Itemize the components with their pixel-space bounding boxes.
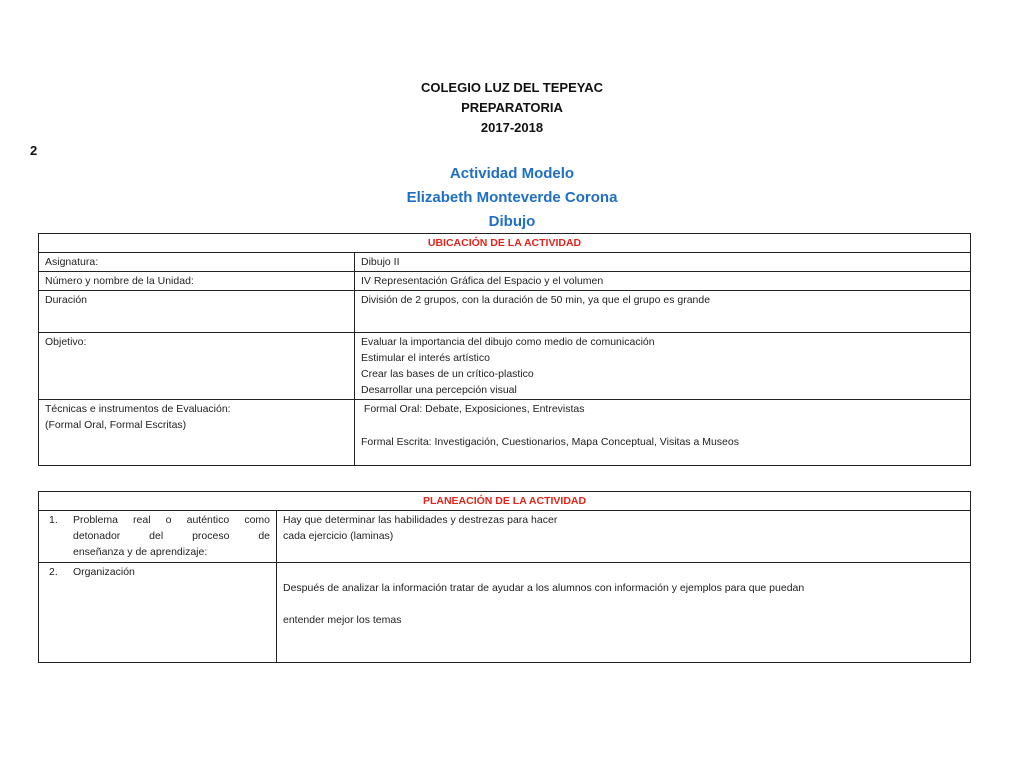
table-row xyxy=(39,563,971,663)
row-label: Objetivo: xyxy=(39,333,355,400)
table-row xyxy=(39,400,971,466)
table-title-row xyxy=(39,492,971,511)
objective-line: Desarrollar una percepción visual xyxy=(361,384,517,396)
row-value: IV Representación Gráfica del Espacio y el volumen xyxy=(355,272,971,291)
row-label-line: Técnicas e instrumentos de Evaluación: xyxy=(45,403,231,415)
table-row xyxy=(39,272,971,291)
activity-author: Elizabeth Monteverde Corona xyxy=(406,189,618,206)
row-label xyxy=(39,563,277,663)
row-value-line: entender mejor los temas xyxy=(283,614,402,626)
ubicacion-table xyxy=(38,233,971,466)
row-value: División de 2 grupos, con la duración de 50 min, ya que el grupo es grande xyxy=(355,291,971,333)
row-label-line: Problema real o auténtico como xyxy=(73,514,270,526)
row-number: 2. xyxy=(49,566,58,578)
numbered-label xyxy=(45,512,270,560)
ubicacion-title: UBICACIÓN DE LA ACTIVIDAD xyxy=(39,234,971,253)
row-label: Duración xyxy=(39,291,355,333)
row-label xyxy=(39,511,277,563)
activity-heading xyxy=(0,162,1024,234)
document-header xyxy=(0,78,1024,138)
evaluation-line: Formal Oral: Debate, Exposiciones, Entrevistas xyxy=(361,403,585,415)
row-label-text xyxy=(73,512,270,560)
school-name: COLEGIO LUZ DEL TEPEYAC xyxy=(420,80,604,95)
numbered-label xyxy=(45,564,270,580)
row-number: 1. xyxy=(49,514,58,526)
row-value xyxy=(355,400,971,466)
planeacion-table xyxy=(38,491,971,663)
activity-title: Actividad Modelo xyxy=(449,165,575,182)
row-value xyxy=(277,563,971,663)
row-label: Número y nombre de la Unidad: xyxy=(39,272,355,291)
row-label-text: Organización xyxy=(73,566,135,578)
row-label xyxy=(39,400,355,466)
row-label-line: (Formal Oral, Formal Escritas) xyxy=(45,419,187,431)
activity-subject: Dibujo xyxy=(488,213,536,230)
school-year: 2017-2018 xyxy=(480,120,544,135)
planeacion-title: PLANEACIÓN DE LA ACTIVIDAD xyxy=(39,492,971,511)
page-number: 2 xyxy=(30,143,38,158)
row-value xyxy=(277,511,971,563)
table-row xyxy=(39,333,971,400)
objective-line: Crear las bases de un crítico-plastico xyxy=(361,368,534,380)
table-row xyxy=(39,253,971,272)
table-row xyxy=(39,291,971,333)
row-value: Dibujo II xyxy=(355,253,971,272)
row-value-line: cada ejercicio (laminas) xyxy=(283,530,394,542)
table-row xyxy=(39,511,971,563)
school-level: PREPARATORIA xyxy=(461,100,563,115)
row-label: Asignatura: xyxy=(39,253,355,272)
evaluation-line: Formal Escrita: Investigación, Cuestionarios, Mapa Conceptual, Visitas a Museos xyxy=(361,436,739,448)
table-title-row xyxy=(39,234,971,253)
row-value-line: Después de analizar la información tratar de ayudar a los alumnos con información y ejemplos para que puedan xyxy=(283,582,805,594)
row-label-line: enseñanza y de aprendizaje: xyxy=(73,546,208,558)
objective-line: Evaluar la importancia del dibujo como medio de comunicación xyxy=(361,336,655,348)
row-value xyxy=(355,333,971,400)
row-label-line: detonador del proceso de xyxy=(73,530,270,542)
objective-line: Estimular el interés artístico xyxy=(361,352,490,364)
row-value-line: Hay que determinar las habilidades y destrezas para hacer xyxy=(283,514,558,526)
